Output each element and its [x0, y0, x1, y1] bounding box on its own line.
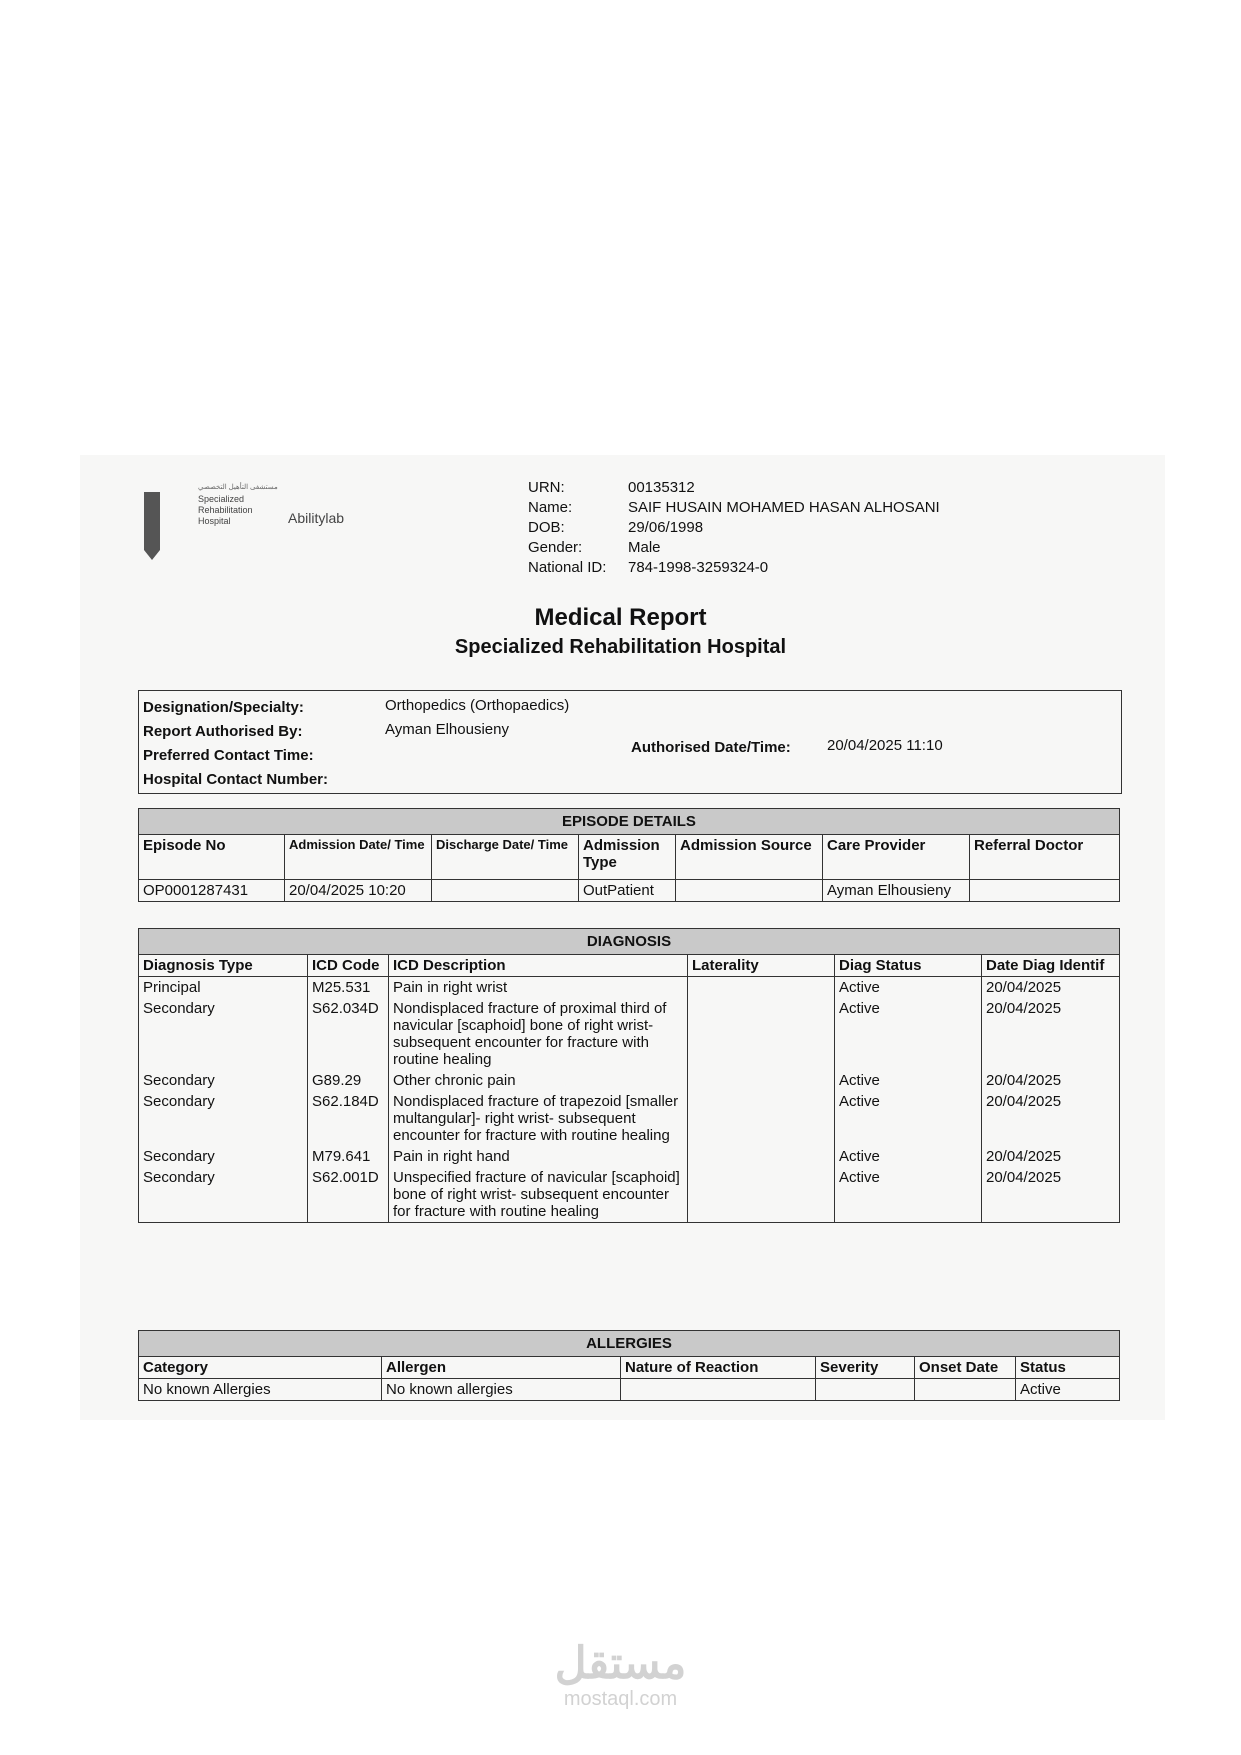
report-title: Medical Report — [534, 604, 707, 631]
col-allergen: Allergen — [382, 1357, 621, 1379]
specialty-label: Designation/Specialty: — [143, 699, 304, 716]
episode-section — [138, 808, 1120, 902]
table-row — [139, 977, 1120, 999]
table-row — [139, 1167, 1120, 1223]
watermark-url: mostaql.com — [563, 1688, 678, 1710]
icd-code: S62.184D — [308, 1091, 389, 1146]
diagnosis-type: Secondary — [139, 998, 308, 1070]
watermark-logo: مستقل — [554, 1639, 687, 1688]
report-subtitle: Specialized Rehabilitation Hospital — [454, 636, 787, 658]
authorised-by-value: Ayman Elhousieny — [385, 721, 509, 738]
diag-status: Active — [835, 977, 982, 999]
episode-table — [138, 834, 1120, 902]
admission-type: OutPatient — [579, 880, 676, 902]
table-row — [139, 1070, 1120, 1091]
dob-value: 29/06/1998 — [628, 519, 704, 536]
preferred-contact-label: Preferred Contact Time: — [143, 747, 314, 764]
col-admission-date: Admission Date/ Time — [285, 835, 432, 880]
watermark — [0, 1640, 1241, 1711]
name-label: Name: — [528, 499, 573, 516]
logo-hospital-name: Specialized Rehabilitation Hospital — [198, 494, 253, 526]
col-icd-description: ICD Description — [389, 955, 688, 977]
date-identified: 20/04/2025 — [982, 1091, 1120, 1146]
allergies-header-row — [139, 1357, 1120, 1379]
national-id-value: 784-1998-3259324-0 — [628, 559, 769, 576]
icd-code: M25.531 — [308, 977, 389, 999]
col-nature-of-reaction: Nature of Reaction — [621, 1357, 816, 1379]
logo-mark — [144, 492, 160, 550]
diagnosis-type: Secondary — [139, 1070, 308, 1091]
table-row — [139, 1091, 1120, 1146]
diag-status: Active — [835, 1070, 982, 1091]
diagnosis-section — [138, 928, 1120, 1223]
date-identified: 20/04/2025 — [982, 1070, 1120, 1091]
gender-value: Male — [628, 539, 661, 556]
date-identified: 20/04/2025 — [982, 1146, 1120, 1167]
specialty-value: Orthopedics (Orthopaedics) — [385, 697, 570, 714]
logo-partner-name: Abilitylab — [288, 510, 345, 526]
col-icd-code: ICD Code — [308, 955, 389, 977]
icd-code: S62.034D — [308, 998, 389, 1070]
diag-status: Active — [835, 1167, 982, 1223]
allergy-category: No known Allergies — [139, 1379, 382, 1401]
allergies-table — [138, 1356, 1120, 1401]
urn-label: URN: — [528, 479, 565, 496]
icd-code: G89.29 — [308, 1070, 389, 1091]
laterality — [688, 1070, 835, 1091]
col-discharge-date: Discharge Date/ Time — [432, 835, 579, 880]
date-identified: 20/04/2025 — [982, 977, 1120, 999]
col-severity: Severity — [816, 1357, 915, 1379]
col-category: Category — [139, 1357, 382, 1379]
hospital-contact-label: Hospital Contact Number: — [143, 771, 329, 788]
diag-status: Active — [835, 998, 982, 1070]
icd-description: Other chronic pain — [389, 1070, 688, 1091]
col-status: Status — [1016, 1357, 1120, 1379]
table-row — [139, 998, 1120, 1070]
authorised-date-value: 20/04/2025 11:10 — [827, 737, 943, 754]
nature-of-reaction — [621, 1379, 816, 1401]
episode-no: OP0001287431 — [139, 880, 285, 902]
icd-description: Pain in right wrist — [389, 977, 688, 999]
icd-description: Unspecified fracture of navicular [scaphoid] bone of right wrist- subsequent encounter for fracture with routine healing — [389, 1167, 688, 1223]
episode-header-row — [139, 835, 1120, 880]
icd-code: M79.641 — [308, 1146, 389, 1167]
diagnosis-type: Secondary — [139, 1167, 308, 1223]
diagnosis-table — [138, 954, 1120, 1223]
laterality — [688, 1167, 835, 1223]
col-diag-status: Diag Status — [835, 955, 982, 977]
allergen: No known allergies — [382, 1379, 621, 1401]
col-referral-doctor: Referral Doctor — [970, 835, 1120, 880]
laterality — [688, 977, 835, 999]
name-value: SAIF HUSAIN MOHAMED HASAN ALHOSANI — [628, 499, 940, 516]
referral-doctor — [970, 880, 1120, 902]
onset-date — [915, 1379, 1016, 1401]
diagnosis-heading: DIAGNOSIS — [138, 928, 1120, 954]
care-provider: Ayman Elhousieny — [823, 880, 970, 902]
episode-heading: EPISODE DETAILS — [138, 808, 1120, 834]
diag-status: Active — [835, 1091, 982, 1146]
diagnosis-header-row — [139, 955, 1120, 977]
episode-row — [139, 880, 1120, 902]
diagnosis-type: Principal — [139, 977, 308, 999]
hospital-logo — [138, 484, 368, 560]
admission-source — [676, 880, 823, 902]
col-care-provider: Care Provider — [823, 835, 970, 880]
table-row — [139, 1146, 1120, 1167]
col-admission-type: Admission Type — [579, 835, 676, 880]
gender-label: Gender: — [528, 539, 583, 556]
diag-status: Active — [835, 1146, 982, 1167]
severity — [816, 1379, 915, 1401]
authorisation-box — [138, 690, 1122, 794]
icd-description: Nondisplaced fracture of proximal third of navicular [scaphoid] bone of right wrist- subsequent encounter for fracture with routine healing — [389, 998, 688, 1070]
col-onset-date: Onset Date — [915, 1357, 1016, 1379]
col-admission-source: Admission Source — [676, 835, 823, 880]
date-identified: 20/04/2025 — [982, 998, 1120, 1070]
icd-description: Pain in right hand — [389, 1146, 688, 1167]
national-id-label: National ID: — [528, 559, 607, 576]
admission-date: 20/04/2025 10:20 — [285, 880, 432, 902]
discharge-date — [432, 880, 579, 902]
diagnosis-type: Secondary — [139, 1091, 308, 1146]
col-episode-no: Episode No — [139, 835, 285, 880]
allergies-section — [138, 1330, 1120, 1401]
urn-value: 00135312 — [628, 479, 695, 496]
diagnosis-type: Secondary — [139, 1146, 308, 1167]
dob-label: DOB: — [528, 519, 565, 536]
patient-details — [528, 478, 940, 578]
logo-arabic-text: مستشفى التأهيل التخصصي — [198, 484, 278, 491]
col-laterality: Laterality — [688, 955, 835, 977]
allergies-heading: ALLERGIES — [138, 1330, 1120, 1356]
laterality — [688, 1146, 835, 1167]
col-date-identified: Date Diag Identif — [982, 955, 1120, 977]
laterality — [688, 998, 835, 1070]
col-diagnosis-type: Diagnosis Type — [139, 955, 308, 977]
icd-description: Nondisplaced fracture of trapezoid [smaller multangular]- right wrist- subsequent encounter for fracture with routine healing — [389, 1091, 688, 1146]
laterality — [688, 1091, 835, 1146]
allergy-status: Active — [1016, 1379, 1120, 1401]
icd-code: S62.001D — [308, 1167, 389, 1223]
authorised-date-label: Authorised Date/Time: — [631, 739, 791, 756]
authorised-by-label: Report Authorised By: — [143, 723, 303, 740]
allergy-row — [139, 1379, 1120, 1401]
date-identified: 20/04/2025 — [982, 1167, 1120, 1223]
